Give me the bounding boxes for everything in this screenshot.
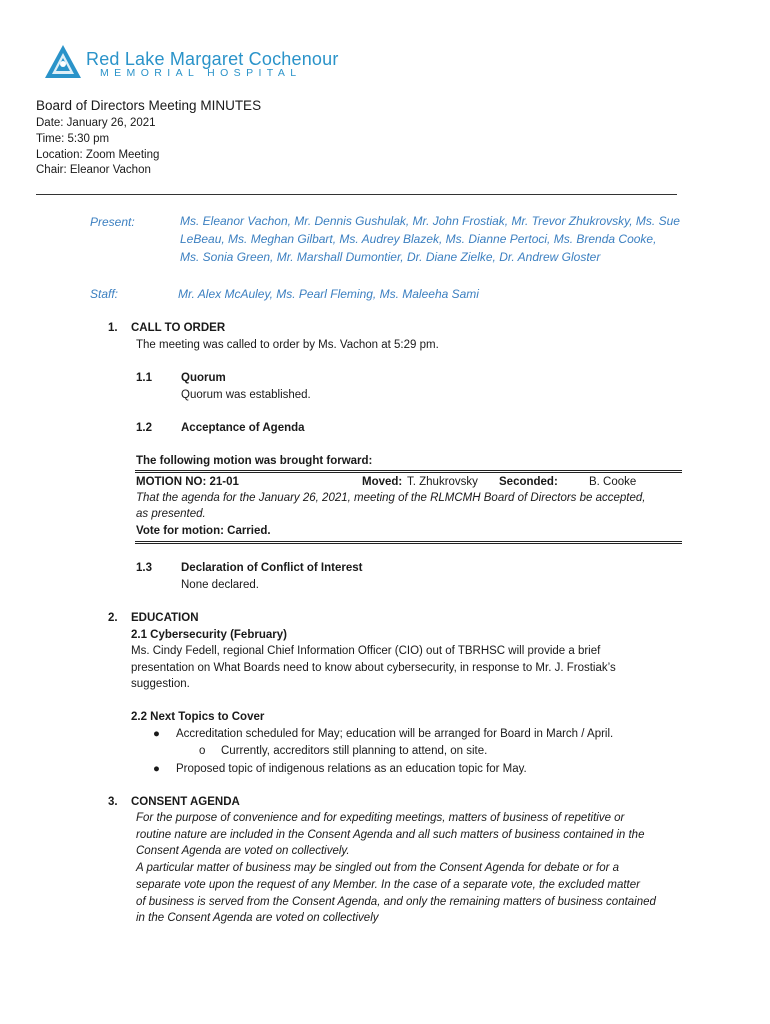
seconded-label: Seconded: <box>499 476 558 488</box>
meeting-chair: Chair: Eleanor Vachon <box>36 164 151 176</box>
seconded-value: B. Cooke <box>589 476 637 488</box>
hospital-subtitle: MEMORIAL HOSPITAL <box>100 67 302 79</box>
subsection-heading: 2.1 Cybersecurity (February) <box>131 629 287 641</box>
motion-intro: The following motion was brought forward: <box>136 455 373 467</box>
hospital-logo-icon <box>44 44 82 80</box>
staff-list: Mr. Alex McAuley, Ms. Pearl Fleming, Ms. Maleeha Sami <box>178 287 479 301</box>
bullet-icon: ● <box>153 763 160 775</box>
moved-value: T. Zhukrovsky <box>407 476 478 488</box>
section-text: The meeting was called to order by Ms. Vachon at 5:29 pm. <box>136 339 439 351</box>
motion-text: as presented. <box>136 508 206 520</box>
separator-line <box>36 194 677 195</box>
subsection-heading: Acceptance of Agenda <box>181 422 305 434</box>
consent-text: routine nature are included in the Consent Agenda and all such matters of business contained in the <box>136 829 645 841</box>
bullet-icon: ● <box>153 728 160 740</box>
section-number: 2. <box>108 612 118 624</box>
section-text: Ms. Cindy Fedell, regional Chief Information Officer (CIO) out of TBRHSC will provide a brief <box>131 645 601 657</box>
subsection-number: 1.1 <box>136 372 152 384</box>
document-title: Board of Directors Meeting MINUTES <box>36 98 262 113</box>
subsection-text: None declared. <box>181 579 259 591</box>
section-number: 1. <box>108 322 118 334</box>
section-heading: CONSENT AGENDA <box>131 796 240 808</box>
meeting-time: Time: 5:30 pm <box>36 133 110 145</box>
sub-bullet-text: Currently, accreditors still planning to attend, on site. <box>221 745 488 757</box>
section-text: suggestion. <box>131 678 190 690</box>
subsection-heading: Declaration of Conflict of Interest <box>181 562 363 574</box>
consent-text: of business is served from the Consent Agenda, and only the remaining matters of business contained <box>136 896 656 908</box>
vote-result: Vote for motion: Carried. <box>136 525 271 537</box>
consent-text: For the purpose of convenience and for expediting meetings, matters of business of repetitive or <box>136 812 625 824</box>
motion-text: That the agenda for the January 26, 2021, meeting of the RLMCMH Board of Directors be accepted, <box>136 492 646 504</box>
section-number: 3. <box>108 796 118 808</box>
subsection-heading: 2.2 Next Topics to Cover <box>131 711 265 723</box>
bullet-text: Accreditation scheduled for May; education will be arranged for Board in March / April. <box>176 728 614 740</box>
section-heading: EDUCATION <box>131 612 199 624</box>
consent-text: separate vote upon the request of any Member. In the case of a separate vote, the excluded matter <box>136 879 640 891</box>
present-line: Ms. Sonia Green, Mr. Marshall Dumontier, Dr. Diane Zielke, Dr. Andrew Gloster <box>180 250 601 264</box>
subsection-text: Quorum was established. <box>181 389 311 401</box>
consent-text: A particular matter of business may be singled out from the Consent Agenda for debate or for a <box>136 862 620 874</box>
moved-label: Moved: <box>362 476 403 488</box>
meeting-date: Date: January 26, 2021 <box>36 117 156 129</box>
present-line: LeBeau, Ms. Meghan Gilbart, Ms. Audrey Blazek, Ms. Dianne Pertoci, Ms. Brenda Cooke, <box>180 232 657 246</box>
motion-border-top <box>135 470 682 473</box>
motion-border-bottom <box>135 541 682 544</box>
consent-text: in the Consent Agenda are voted on collectively <box>136 912 379 924</box>
subsection-number: 1.2 <box>136 422 152 434</box>
present-line: Ms. Eleanor Vachon, Mr. Dennis Gushulak, Mr. John Frostiak, Mr. Trevor Zhukrovsky, Ms. Sue <box>180 214 680 228</box>
staff-label: Staff: <box>90 287 119 301</box>
meeting-location: Location: Zoom Meeting <box>36 149 160 161</box>
sub-bullet-icon: o <box>199 745 206 757</box>
subsection-number: 1.3 <box>136 562 152 574</box>
section-heading: CALL TO ORDER <box>131 322 226 334</box>
consent-text: Consent Agenda are voted on collectively. <box>136 845 350 857</box>
hospital-name: Red Lake Margaret Cochenour <box>86 49 339 69</box>
bullet-text: Proposed topic of indigenous relations as an education topic for May. <box>176 763 527 775</box>
motion-number: MOTION NO: 21-01 <box>136 476 239 488</box>
section-text: presentation on What Boards need to know about cybersecurity, in response to Mr. J. Frostiak’s <box>131 662 616 674</box>
present-label: Present: <box>90 215 135 229</box>
subsection-heading: Quorum <box>181 372 226 384</box>
